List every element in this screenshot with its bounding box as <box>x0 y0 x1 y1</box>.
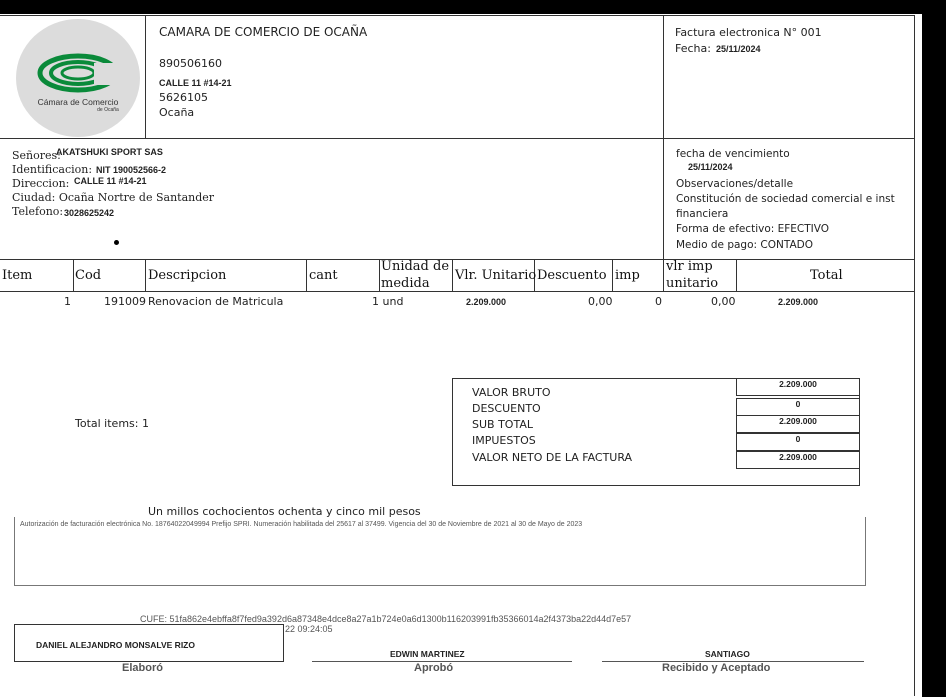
header-cant: cant <box>309 268 338 283</box>
amount-in-words: Un millos cochocientos ochenta y cinco mil pesos <box>148 505 421 518</box>
observations-line2: financiera <box>676 208 729 220</box>
cufe: CUFE: 51fa862e4ebffa8f7fed9a392d6a87348e4dce8a27a1b724e0a6d1300b116203991fb35366014a2f4373ba22d44d7e57 <box>140 614 632 624</box>
invoice-date: 25/11/2024 <box>716 44 761 54</box>
cufe-date: 22 09:24:05 <box>285 624 333 634</box>
header-imp: imp <box>615 268 640 283</box>
row-imp: 0 <box>655 295 662 308</box>
col-divider <box>379 259 380 291</box>
recibido-name: SANTIAGO <box>705 649 750 659</box>
col-divider <box>612 259 613 291</box>
header-vlr-unitario: Vlr. Unitario <box>455 268 537 283</box>
totals-label-neto: VALOR NETO DE LA FACTURA <box>472 451 633 464</box>
row-descuento: 0,00 <box>588 295 613 308</box>
issuer-phone: 5626105 <box>159 91 208 104</box>
col-divider <box>663 259 664 291</box>
issuer-name: CAMARA DE COMERCIO DE OCAÑA <box>159 25 368 39</box>
company-logo <box>16 19 140 137</box>
authorization-text: Autorización de facturación electrónica No. 18764022049994 Prefijo SPRI. Numeración habilitada del 25617 al 37499. Vigencia del 30 de Noviembre de 2021 al 30 de Mayo de 2023 <box>20 521 583 528</box>
header-total: Total <box>810 268 843 283</box>
invoice-date-label: Fecha: <box>675 42 711 55</box>
issuer-address: CALLE 11 #14-21 <box>159 78 232 88</box>
client-address: CALLE 11 #14-21 <box>74 176 147 186</box>
observations-label: Observaciones/detalle <box>676 178 794 190</box>
client-name: AKATSHUKI SPORT SAS <box>56 147 163 157</box>
client-phone-label: Telefono: <box>12 205 64 218</box>
col-divider <box>306 259 307 291</box>
elaboro-label: Elaboró <box>122 662 163 674</box>
header-divider-1 <box>145 15 146 138</box>
observations-line1: Constitución de sociedad comercial e inst <box>676 193 895 205</box>
header-descripcion: Descripcion <box>148 268 227 283</box>
row-total: 2.209.000 <box>778 297 819 307</box>
row-vlr-imp: 0,00 <box>711 295 736 308</box>
payment-method: Medio de pago: CONTADO <box>676 239 813 251</box>
client-address-label: Direccion: <box>12 177 70 190</box>
col-divider <box>452 259 453 291</box>
frame-right <box>914 15 915 696</box>
table-header-top <box>0 259 914 260</box>
header-descuento: Descuento <box>537 268 607 283</box>
header-cod: Cod <box>75 268 102 283</box>
totals-value-neto: 2.209.000 <box>736 451 860 469</box>
client-city: Ciudad: Ocaña Nortre de Santander <box>12 191 215 204</box>
issuer-city: Ocaña <box>159 106 195 119</box>
totals-value-subtotal: 2.209.000 <box>736 415 860 433</box>
total-items: Total items: 1 <box>75 417 149 430</box>
elaboro-name: DANIEL ALEJANDRO MONSALVE RIZO <box>36 640 195 650</box>
row-item: 1 <box>64 295 71 308</box>
payment-form: Forma de efectivo: EFECTIVO <box>676 223 830 235</box>
invoice-page <box>0 14 922 697</box>
totals-label-subtotal: SUB TOTAL <box>472 418 533 431</box>
totals-label-descuento: DESCUENTO <box>472 402 541 415</box>
logo-sub: de Ocaña <box>97 107 119 113</box>
totals-value-impuestos: 0 <box>736 433 860 451</box>
aprobo-label: Aprobó <box>414 662 454 674</box>
totals-label-impuestos: IMPUESTOS <box>472 434 536 447</box>
aprobo-name: EDWIN MARTINEZ <box>390 649 465 659</box>
header-unidad-1: Unidad de <box>381 259 450 274</box>
due-label: fecha de vencimiento <box>676 148 790 160</box>
header-item: Item <box>2 268 33 283</box>
col-divider <box>73 259 74 291</box>
header-vlr-imp-1: vlr imp <box>666 259 713 274</box>
row-cod: 191009 <box>104 295 146 308</box>
client-id: NIT 190052566-2 <box>96 165 167 175</box>
client-id-label: Identificacion: <box>12 163 93 176</box>
logo-name: Cámara de Comercio <box>37 97 119 107</box>
col-divider <box>736 259 737 291</box>
col-divider <box>145 259 146 291</box>
client-phone: 3028625242 <box>64 208 115 218</box>
totals-value-descuento: 0 <box>736 398 860 416</box>
frame-top <box>0 15 914 16</box>
issuer-nit: 890506160 <box>159 57 222 70</box>
header-vlr-imp-2: unitario <box>666 276 719 291</box>
totals-value-bruto: 2.209.000 <box>736 378 860 396</box>
due-date: 25/11/2024 <box>688 162 733 172</box>
row-vlr-unitario: 2.209.000 <box>466 297 507 307</box>
recibido-label: Recibido y Aceptado <box>662 662 771 674</box>
row-cant: 1 und <box>372 295 404 308</box>
logo-swirl-icon <box>16 19 140 137</box>
table-header-bottom <box>0 291 914 292</box>
bullet-dot <box>114 240 119 245</box>
invoice-number: Factura electronica N° 001 <box>675 26 822 39</box>
row-descripcion: Renovacion de Matricula <box>148 295 284 308</box>
totals-label-bruto: VALOR BRUTO <box>472 386 551 399</box>
client-senores-label: Señores: <box>12 149 61 162</box>
header-unidad-2: medida <box>381 276 430 291</box>
header-bottom-line <box>0 138 914 139</box>
